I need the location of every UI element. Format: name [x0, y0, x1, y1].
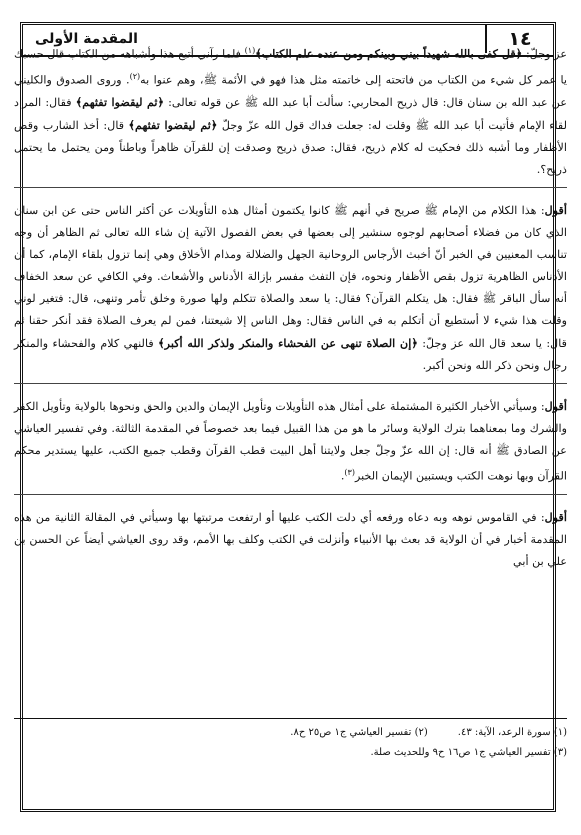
text-run: أقول: [544, 399, 567, 414]
text-run: ﴿قل كفى بالله شهيداً بيني وبينكم ومن عنده علم الكتاب﴾: [255, 46, 523, 61]
text-run: ﴿ثم ليقضوا تفثهم﴾: [75, 95, 165, 110]
footnote-ref: (٢): [129, 71, 141, 81]
footnotes: [14, 718, 567, 763]
footnote: (٣) تفسير العياشي ج١ ص١٦ ح٩ وللحديث صلة.: [370, 747, 567, 758]
text-run: أقول: [544, 510, 567, 525]
text-run: عز وجلّ:: [522, 47, 567, 61]
paragraph-divider: [14, 383, 567, 395]
text-run: : وسيأتي الأخبار الكثيرة المشتملة على أمثال هذه التأويلات وتأويل الإيمان والدين والحق ونحوها بالولاية وتأويل الكفر والشرك وما بمعناهما بترك الولاية وسائر ما هو من هذا القبيل فيما بعد خصوصاً في المقدمة الثالثة. وفي تفسير العياشي عن الصادق ﷺ أنه قال: إن الله عزّ وجلّ جعل ولايتنا أهل البيت قطب القرآن وقطب جميع الكتب، عليها يستدير محكم القرآن وبها نوهت الكتب ويستبين الإيمان الخبر: [14, 400, 567, 484]
paragraph: [14, 395, 567, 488]
footnote-ref: (٣): [344, 468, 355, 478]
paragraph-divider: [14, 494, 567, 506]
text-run: .: [340, 470, 345, 484]
text-run: فالنهي كلام والفحشاء والمنكر رجال ونحن ذكر الله ونحن أكبر.: [14, 337, 567, 373]
footnote: (١) سورة الرعد، الآية: ٤٣.: [457, 727, 567, 738]
footnote-ref: (١): [244, 46, 256, 55]
text-run: فلما رآني أتبع هذا وأشباهه من الكتاب قال حسبك يا عمر كل شيء من الكتاب من فاتحته إلى خاتمته مثل هذا فهو في الأئمة ﷺ، وهم عنوا به: [14, 47, 567, 87]
text-run: . وروى الصدوق والكليني عن عبد الله بن سنان قال: قال ذريح المحاربي: سألت أبا عبد الله ﷺ عن قوله تعالى:: [14, 73, 567, 110]
page-number: ١٤: [485, 25, 553, 53]
text-run: : هذا الكلام من الإمام ﷺ صريح في أنهم ﷺ كانوا يكتمون أمثال هذه التأويلات عن أكثر الناس حتى عن ابن سنان الذي كان من فضلاء أصحابهم لوجوه سنشير إلى بعضها في بعض الفصول الآتية إن شاء الله تعالى ثم الظاهر أن وجه تناسب المعنيين في الخبر أنّ أخبث الأرجاس الروحانية الجهل والضلالة ومذام الأخلاق وهي إنما تزول بلقاء الإمام، كما أن الأدناس الظاهرية تزول بقص الأظفار ونحوه، فإن التفث مفسر بإزالة الأدناس والأشعاث. وفي الكافي عن سعد الخفاف أنه سأل الباقر ﷺ فقال: هل يتكلم القرآن؟ فقال: يا سعد والصلاة تتكلم ولها صورة وخلق تأمر وتنهى، قال: فتغير لوني وقلت هذا شيء لا أستطيع أن أتكلم به في الناس فقال: وهل الناس إلا شيعتنا، فمن لم يعرف الصلاة فقد أنكر حقنا ثم قال: يا سعد قال الله عز وجلّ:: [14, 204, 567, 351]
header-title: المقدمة الأولى: [35, 31, 138, 47]
page-body: [14, 40, 567, 573]
footnote: (٢) تفسير العياشي ج١ ص٢٥ ح٨.: [290, 727, 428, 738]
text-run: فقال: المراد لقاء الإمام فأتيت أبا عبد الله ﷺ وقلت له: جعلت فداك قول الله عزّ وجلّ: [14, 96, 567, 133]
paragraph: [14, 199, 567, 377]
text-run: ﴿إن الصلاة تنهى عن الفحشاء والمنكر ولذكر الله أكبر﴾: [158, 336, 418, 351]
footnote-row: [14, 743, 567, 763]
text-run: قال: أخذ الشارب وقص الأظفار وما أشبه ذلك فحكيت له كلام ذريح، فقال: صدق ذريح وصدقت إن للقرآن ظاهراً وباطناً ومن يحتمل ما يحتمل ذريح؟.: [14, 119, 567, 177]
paragraph: [14, 506, 567, 573]
paragraph: [14, 40, 567, 181]
footnote-row: [14, 723, 567, 743]
text-run: : في القاموس نوهه وبه دعاه ورفعه أي دلت الكتب عليها أو ارتفعت مرتبتها بها وسيأتي في المقالة الثانية من هذه المقدمة أخبار في أن الولاية قد بعث بها الأنبياء وأنزلت في الكتب وكلف بها الأمم، وقد روى العياشي أيضاً عن الحسن بن علي بن أبي: [14, 511, 567, 569]
paragraph-divider: [14, 187, 567, 199]
text-run: ﴿ثم ليقضوا تفثهم﴾: [128, 118, 218, 133]
text-run: أقول: [544, 203, 567, 218]
